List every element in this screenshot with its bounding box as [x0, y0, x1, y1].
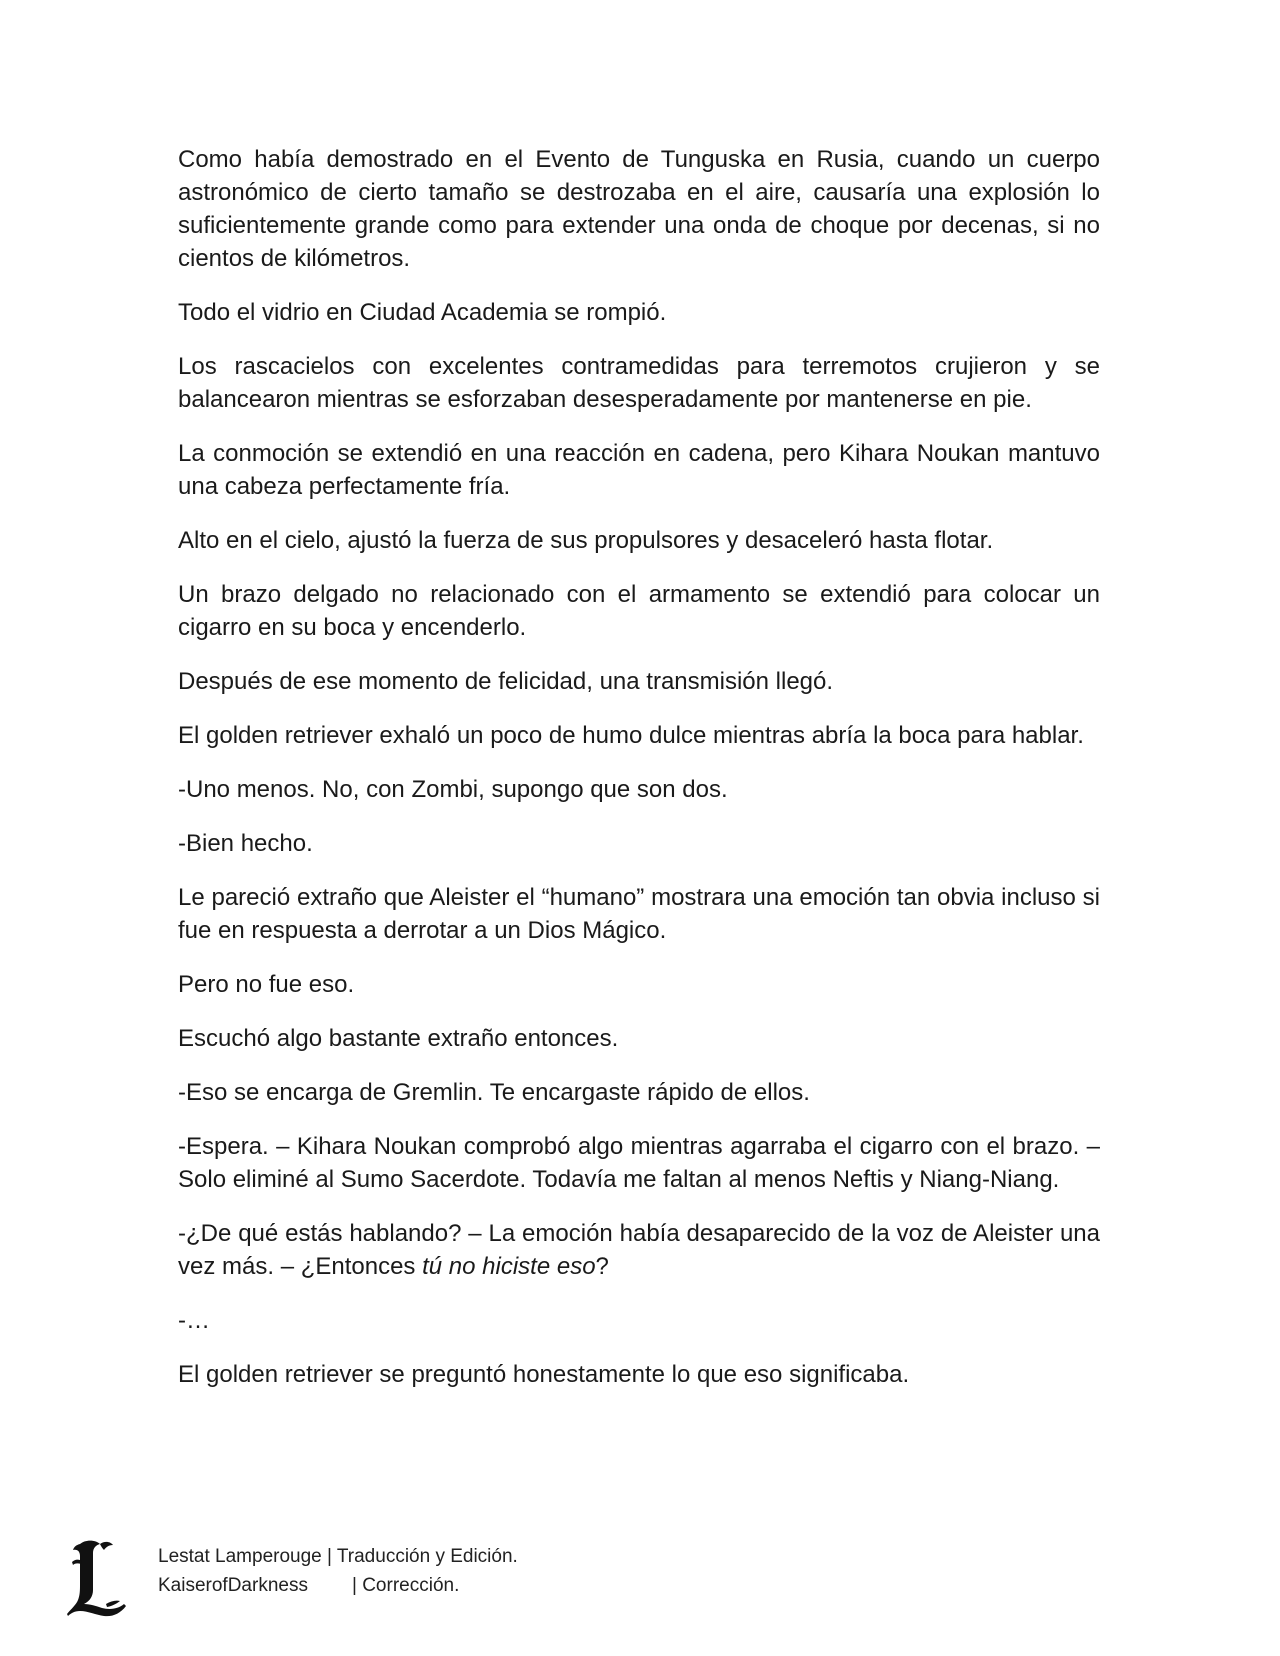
paragraph [178, 437, 1100, 503]
paragraph [178, 296, 1100, 329]
italic-text: tú no hiciste eso [422, 1253, 596, 1280]
paragraph [178, 1304, 1100, 1337]
paragraph [178, 1217, 1100, 1283]
page-footer [66, 1538, 666, 1618]
paragraph [178, 968, 1100, 1001]
credit-role: | Traducción y Edición. [321, 1546, 518, 1567]
paragraph [178, 1130, 1100, 1196]
text-run: -Espera. – Kihara Noukan comprobó algo mientras agarraba el cigarro con el brazo. – Solo eliminé al Sumo Sacerdote. Todavía me faltan al menos Neftis y Niang-Niang. [178, 1133, 1100, 1193]
credit-line-correction [158, 1571, 518, 1600]
gothic-letter-l-logo-icon [66, 1538, 128, 1618]
paragraph [178, 143, 1100, 275]
paragraph [178, 665, 1100, 698]
paragraph [178, 773, 1100, 806]
text-run: La conmoción se extendió en una reacción en cadena, pero Kihara Noukan mantuvo una cabeza perfectamente fría. [178, 440, 1100, 500]
text-run: El golden retriever exhaló un poco de humo dulce mientras abría la boca para hablar. [178, 722, 1084, 749]
text-run: -Bien hecho. [178, 830, 313, 857]
paragraph [178, 881, 1100, 947]
text-run: Un brazo delgado no relacionado con el armamento se extendió para colocar un cigarro en su boca y encenderlo. [178, 581, 1100, 641]
credit-line-translation [158, 1542, 518, 1571]
paragraph [178, 578, 1100, 644]
text-run: -Uno menos. No, con Zombi, supongo que son dos. [178, 776, 728, 803]
text-run: -Eso se encarga de Gremlin. Te encargaste rápido de ellos. [178, 1079, 810, 1106]
document-body [178, 143, 1100, 1412]
text-run: Todo el vidrio en Ciudad Academia se rompió. [178, 299, 667, 326]
text-run: Alto en el cielo, ajustó la fuerza de sus propulsores y desaceleró hasta flotar. [178, 527, 994, 554]
text-run: Los rascacielos con excelentes contramedidas para terremotos crujieron y se balancearon mientras se esforzaban desesperadamente por mantenerse en pie. [178, 353, 1100, 413]
text-run: Como había demostrado en el Evento de Tunguska en Rusia, cuando un cuerpo astronómico de cierto tamaño se destrozaba en el aire, causaría una explosión lo suficientemente grande como para extender una onda de choque por decenas, si no cientos de kilómetros. [178, 146, 1100, 272]
paragraph [178, 524, 1100, 557]
paragraph [178, 350, 1100, 416]
text-run: Pero no fue eso. [178, 971, 355, 998]
paragraph [178, 1358, 1100, 1391]
paragraph [178, 1022, 1100, 1055]
paragraph [178, 827, 1100, 860]
text-run: ? [595, 1253, 609, 1280]
text-run: El golden retriever se preguntó honestamente lo que eso significaba. [178, 1361, 910, 1388]
text-run: Después de ese momento de felicidad, una transmisión llegó. [178, 668, 834, 695]
paragraph [178, 1076, 1100, 1109]
credit-name: KaiserofDarkness [158, 1575, 308, 1596]
text-run: -¿De qué estás hablando? – La emoción había desaparecido de la voz de Aleister una vez más. – ¿Entonces [178, 1220, 1100, 1280]
paragraph [178, 719, 1100, 752]
credits-block [158, 1542, 518, 1600]
text-run: Le pareció extraño que Aleister el “humano” mostrara una emoción tan obvia incluso si fue en respuesta a derrotar a un Dios Mágico. [178, 884, 1100, 944]
credit-name: Lestat Lamperouge [158, 1546, 322, 1567]
text-run: Escuchó algo bastante extraño entonces. [178, 1025, 619, 1052]
credit-role: | Corrección. [352, 1575, 460, 1596]
text-run: -… [178, 1307, 210, 1334]
